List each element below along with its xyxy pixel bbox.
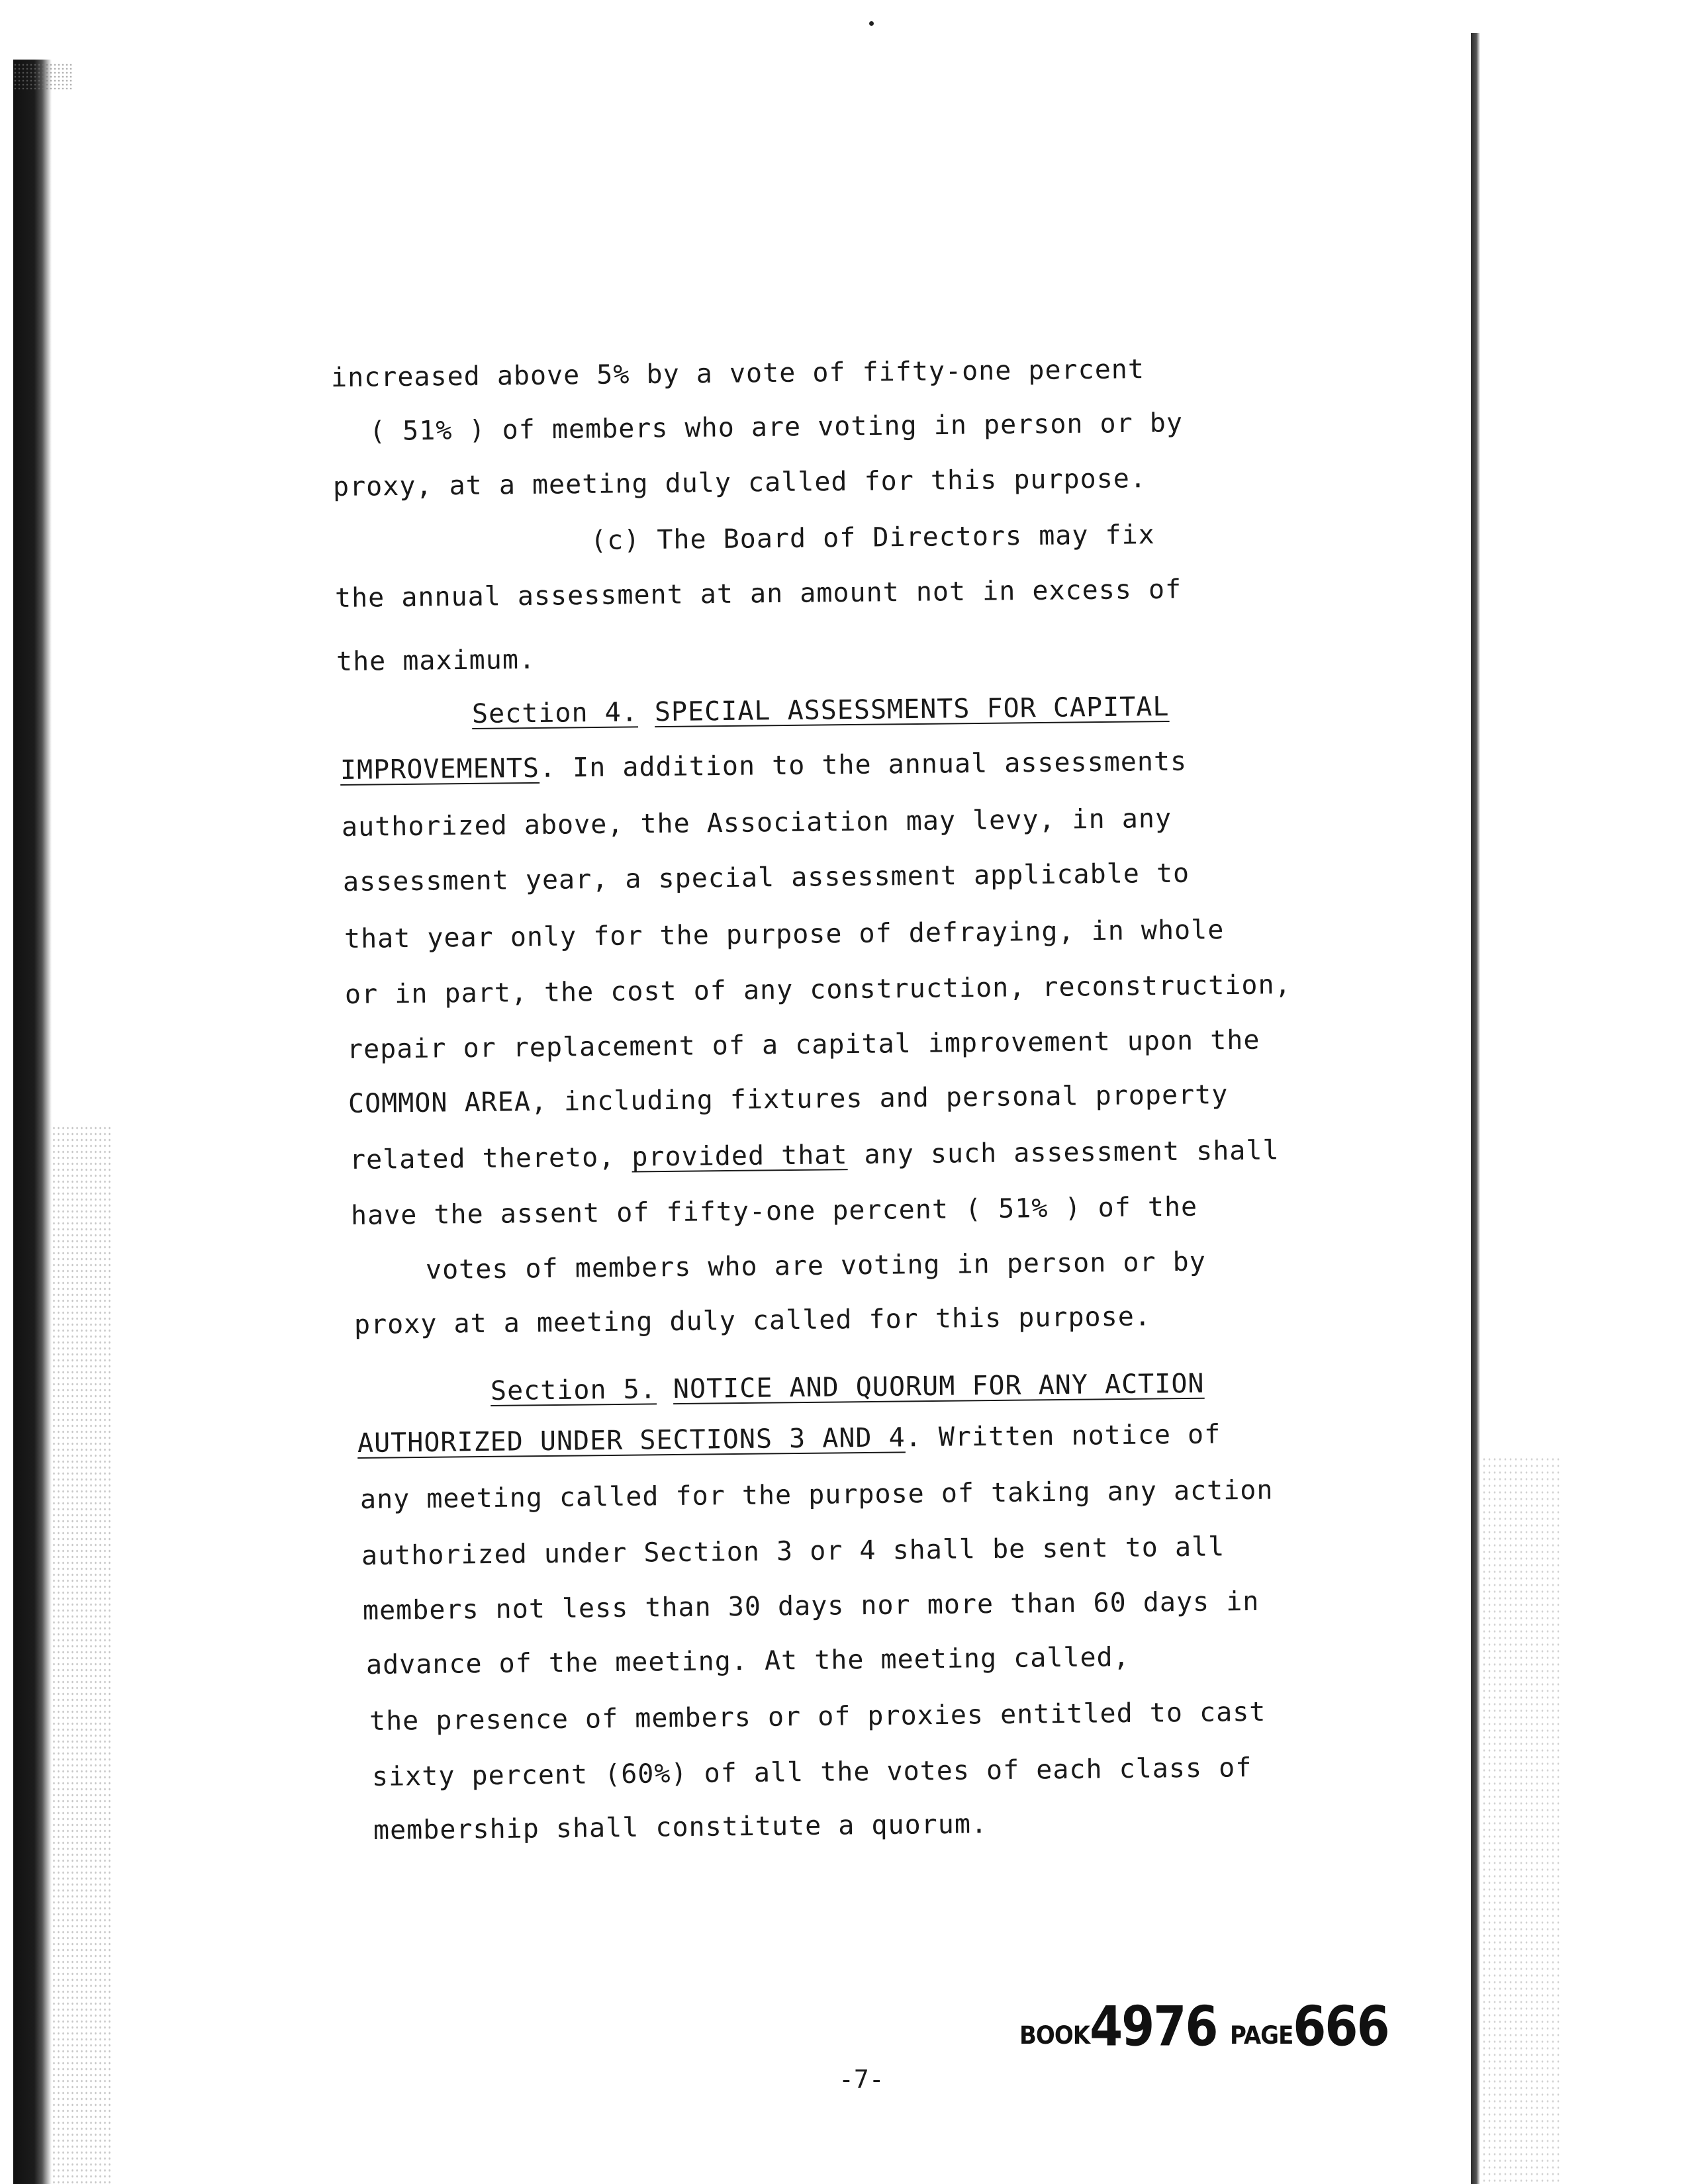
text-line: COMMON AREA, including fixtures and personal property — [348, 1079, 1229, 1119]
text-line: increased above 5% by a vote of fifty-one percent — [330, 354, 1145, 393]
page-label: PAGE — [1230, 2021, 1293, 2050]
text-line: proxy, at a meeting duly called for this purpose. — [332, 463, 1147, 502]
scan-right-speckle — [1481, 1456, 1561, 2184]
text-line: assessment year, a special assessment applicable to — [342, 858, 1190, 897]
text-line: related thereto, provided that any such assessment shall — [349, 1135, 1280, 1175]
text-line: have the assent of fifty-one percent ( 51% ) of the — [350, 1191, 1198, 1231]
scan-dot — [869, 21, 874, 26]
section-4-heading — [472, 691, 1170, 730]
text-line: or in part, the cost of any construction, reconstruction, — [344, 970, 1291, 1010]
book-page-stamp — [1019, 1994, 1389, 2059]
scan-top-left-smudge — [13, 63, 73, 89]
book-number: 4976 — [1090, 1994, 1217, 2059]
provided-that: provided that — [632, 1140, 848, 1173]
text-line: advance of the meeting. At the meeting called, — [365, 1641, 1130, 1680]
section-4-title-cont: IMPROVEMENTS — [340, 752, 540, 786]
text-line: the maximum. — [336, 644, 536, 677]
scan-right-edge — [1471, 33, 1480, 2184]
text-line: votes of members who are voting in person or by — [425, 1246, 1207, 1285]
section-5-title-cont: AUTHORIZED UNDER SECTIONS 3 AND 4 — [357, 1422, 906, 1459]
text-line: AUTHORIZED UNDER SECTIONS 3 AND 4. Written notice of — [357, 1419, 1221, 1459]
scan-left-speckle — [52, 1125, 111, 2184]
text-line: the annual assessment at an amount not in excess of — [334, 574, 1182, 614]
text-line: membership shall constitute a quorum. — [373, 1809, 988, 1846]
text-line: sixty percent (60%) of all the votes of each class of — [371, 1752, 1252, 1792]
book-label: BOOK — [1019, 2021, 1090, 2050]
text-line: the presence of members or of proxies entitled to cast — [369, 1696, 1266, 1737]
text-line: members not less than 30 days nor more than 60 days in — [362, 1586, 1260, 1626]
text-line: that year only for the purpose of defraying, in whole — [344, 915, 1225, 954]
page-number: -7- — [839, 2065, 884, 2094]
text-line: any meeting called for the purpose of taking any action — [359, 1475, 1274, 1515]
text-line: authorized above, the Association may levy, in any — [341, 803, 1172, 842]
text-line: (c) The Board of Directors may fix — [590, 520, 1155, 556]
section-5-heading — [491, 1368, 1205, 1407]
text-line: authorized under Section 3 or 4 shall be sent to all — [361, 1531, 1225, 1571]
text-line: ( 51% ) of members who are voting in person or by — [369, 408, 1184, 447]
text-line: proxy at a meeting duly called for this purpose. — [353, 1301, 1152, 1340]
section-5-title: NOTICE AND QUORUM FOR ANY ACTION — [673, 1368, 1205, 1405]
stamp-page-number: 666 — [1293, 1994, 1389, 2059]
text-line: IMPROVEMENTS. In addition to the annual assessments — [340, 746, 1188, 786]
text-line: repair or replacement of a capital improvement upon the — [346, 1024, 1260, 1065]
section-4-label: Section 4. — [471, 697, 639, 729]
scan-left-edge — [13, 60, 52, 2184]
section-4-title: SPECIAL ASSESSMENTS FOR CAPITAL — [654, 691, 1170, 728]
section-5-label: Section 5. — [490, 1374, 657, 1406]
